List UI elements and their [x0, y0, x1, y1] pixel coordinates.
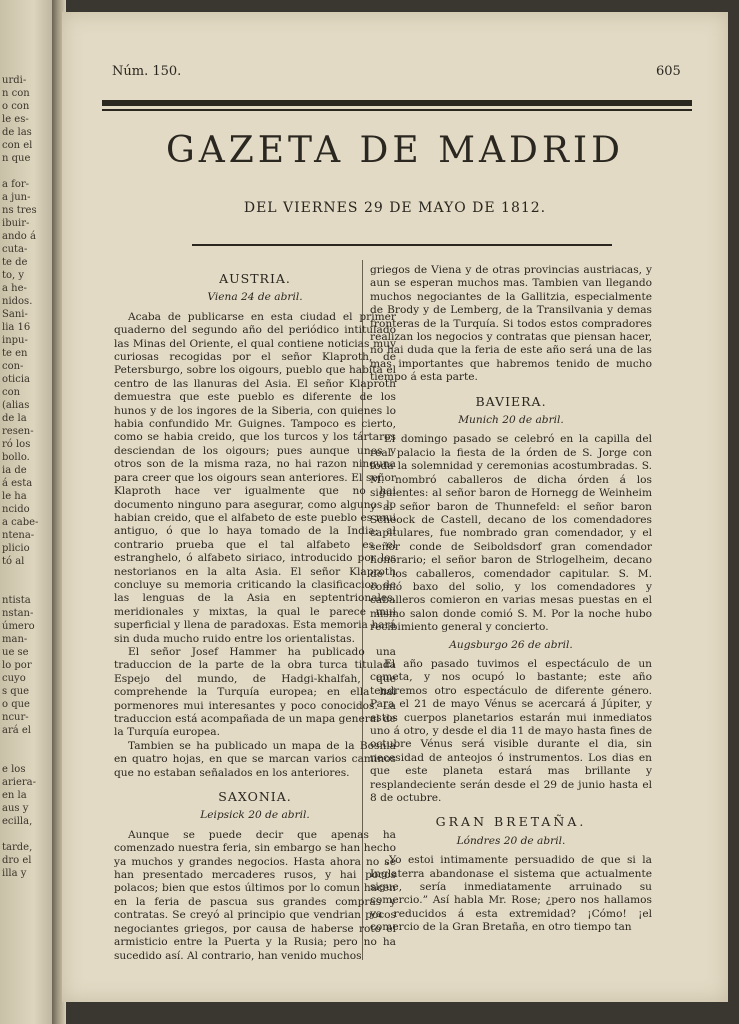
left-page-fragment: resen-: [2, 426, 34, 437]
left-page-fragment: lia 16: [2, 322, 31, 333]
right-column: [370, 264, 652, 935]
left-page-text: [0, 0, 56, 880]
left-page-fragment: nidos.: [2, 296, 33, 307]
left-page-fragment: a for-: [2, 179, 30, 190]
left-page-fragment: de la: [2, 413, 27, 424]
left-page-fragment: ia de: [2, 465, 27, 476]
section-heading-gran-bretana: GRAN BRETAÑA.: [435, 814, 587, 830]
left-page-fragment: de las: [2, 127, 32, 138]
dateline-leipsick: Leipsick 20 de abril.: [200, 809, 310, 822]
left-page-fragment: ecilla,: [2, 816, 33, 827]
left-page-fragment: ns tres: [2, 205, 37, 216]
header-rule-thin: [102, 109, 692, 111]
left-page-fragment: e los: [2, 764, 26, 775]
left-page-fragment: lo por: [2, 660, 32, 671]
left-page-fragment: n que: [2, 153, 31, 164]
left-page-fragment: dro el: [2, 855, 32, 866]
left-page-fragment: ró los: [2, 439, 31, 450]
article-paragraph: El año pasado tuvimos el espectáculo de un cometa, y nos ocupó lo bastante; este año tendremos otro espectáculo de diferente género. Para el 21 de mayo Vénus se acercará á Júpiter, y estos cuerpos planetarios estarán mui inmediatos uno á otro, y desde el dia 11 de mayo hasta fines de octubre Vénus será visible durante el dia, sin necesidad de anteojos ó instrumentos. Los dias en que este planeta estará mas brillante y resplandeciente serán desde el 29 de junio hasta el 8 de octubre.: [370, 657, 652, 805]
left-page-fragment: n con: [2, 88, 30, 99]
left-page-fragment: ntena-: [2, 530, 35, 541]
section-heading-baviera: BAVIERA.: [475, 393, 547, 409]
left-page-fragment: le es-: [2, 114, 29, 125]
left-page-fragment: (alias: [2, 400, 30, 411]
article-paragraph: Acaba de publicarse en esta ciudad el primer quaderno del segundo año del periódico intitulado las Minas del Oriente, el qual contiene noticias muy curiosas recogidas por el señor Klaproth, de Petersburgo, sobre los oigours, pueblo que habita el centro de las llanuras del Asia. El señor Klaproth demuestra que este pueblo es diferente de los hunos y de los ingores de la Siberia, con quienes lo habia confundido Mr. Guignes. Tampoco es cierto, como se habia creido, que los turcos y los tártaros desciendan de los oigours; pues aunque unos y otros son de la misma raza, no hai razon ninguna para creer que los oigours sean anteriores. El señor Klaproth hace ver igualmente que no hai documento ninguno para asegurar, como algunos lo habian creido, que el alfabeto de este pueblo es mui antiguo, ó que lo haya tomado de la India; al contrario prueba que el tal alfabeto es el estranghelo, ó alfabeto siriaco, introducido por los nestorianos en la alta Asia. El señor Klaproth concluye su memoria criticando la clasificacion de las lenguas de la Asia en septentrionales, meridionales y mixtas, la qual le parece mui superficial y llena de paradoxas. Esta memoria hará sin duda mucho ruido entre los orientalistas.: [114, 310, 396, 645]
left-page-fragment: plicio: [2, 543, 30, 554]
issue-number: Núm. 150.: [112, 64, 182, 79]
left-page-fragment: [0, 750, 56, 763]
left-page-fragment: urdi-: [2, 75, 27, 86]
left-column: [114, 262, 396, 963]
left-page-fragment: con-: [2, 361, 24, 372]
left-page-fragment: cuta-: [2, 244, 28, 255]
left-page-fragment: con: [2, 387, 21, 398]
article-paragraph: El domingo pasado se celebró en la capilla del real palacio la fiesta de la órden de S. Jorge con toda la solemnidad y ceremonias acostumbradas. S. M. nombró caballeros de dicha órden á los siguientes: al señor baron de Hornegg de Weinheim y al señor baron de Thunnefeld: el señor baron Scheock de Castell, decano de los comendadores capitulares, fue nombrado gran comendador, y el señor conde de Seiboldsdorf gran comendador honorario; el señor baron de Strlogelheim, decano de los caballeros, comendador capitular. S. M. comió baxo del solio, y los comendadores y caballeros comieron en varias mesas puestas en el mismo salon donde comió S. M. Por la noche hubo recibimiento general y concierto.: [370, 433, 652, 634]
left-page-fragment: inpu-: [2, 335, 28, 346]
left-page-fragment: ncido: [2, 504, 30, 515]
article-paragraph: El señor Josef Hammer ha publicado una traduccion de la parte de la obra turca titulada Espejo del mundo, de Hadgi-khalfah, que comprehende la Turquía europea; en ella hai pormenores mui interesantes y poco conocidos. La traduccion está acompañada de un mapa general de la Turquía europea.: [114, 645, 396, 739]
left-page-fragment: tó al: [2, 556, 25, 567]
dateline-londres: Lóndres 20 de abril.: [456, 834, 566, 847]
date-rule: [192, 244, 612, 246]
left-page-fragment: ará el: [2, 725, 31, 736]
left-page-fragment: tarde,: [2, 842, 33, 853]
left-page-fragment: illa y: [2, 868, 27, 879]
left-page-fragment: [0, 165, 56, 178]
left-page-fragment: ncur-: [2, 712, 29, 723]
left-page-fragment: oticia: [2, 374, 30, 385]
left-page-fragment: en la: [2, 790, 27, 801]
left-page-fragment: ariera-: [2, 777, 36, 788]
left-page-fragment: á esta: [2, 478, 33, 489]
article-paragraph: Tambien se ha publicado un mapa de la Bosnia en quatro hojas, en que se marcan varios caminos que no estaban señalados en los anteriores.: [114, 739, 396, 779]
left-page-fragment: te en: [2, 348, 28, 359]
left-page-fragment: ntista: [2, 595, 31, 606]
left-page-fragment: le ha: [2, 491, 27, 502]
left-page-fragment: [0, 828, 56, 841]
article-paragraph: griegos de Viena y de otras provincias austriacas, y aun se esperan muchos mas. Tambien van llegando muchos negociantes de la Gallitzia, especialmente de Brody y de Lemberg, de la Transilvania y demas fronteras de la Turquía. Si todos estos compradores realizan los negocios y contratas que piensan hacer, no hai duda que la feria de este año será una de las mas importantes que habremos tenido de mucho tiempo á esta parte.: [370, 264, 652, 384]
left-page-fragment: [0, 581, 56, 594]
left-page-fragment: ando á: [2, 231, 36, 242]
left-page-fragment: [0, 737, 56, 750]
article-paragraph: Aunque se puede decir que apenas ha comenzado nuestra feria, sin embargo se han hecho ya muchos y grandes negocios. Hasta ahora no se han presentado mercaderes rusos, y hai pocos polacos; bien que estos últimos por lo comun hacen en la feria de pascua sus grandes compras y contratas. Se creyó al principio que vendrian pocos negociantes griegos, por causa de haberse roto el armisticio entre la Puerta y la Rusia; pero no ha sucedido así. Al contrario, han venido muchos: [114, 828, 396, 962]
left-page-fragment: ibuir-: [2, 218, 30, 229]
left-page-fragment: o con: [2, 101, 30, 112]
left-page-fragment: cuyo: [2, 673, 26, 684]
left-page-fragment: man-: [2, 634, 28, 645]
left-page-fragment: s que: [2, 686, 30, 697]
left-page-fragment: aus y: [2, 803, 29, 814]
left-page-fragment: a jun-: [2, 192, 31, 203]
left-page-edge: [0, 0, 56, 1024]
left-page-fragment: [0, 568, 56, 581]
left-page-fragment: a he-: [2, 283, 27, 294]
left-page-fragment: o que: [2, 699, 30, 710]
left-page-fragment: bollo.: [2, 452, 30, 463]
header-rule: [102, 100, 692, 106]
left-page-fragment: ue se: [2, 647, 29, 658]
masthead-title: GAZETA DE MADRID: [165, 130, 625, 171]
dateline-augsburgo: Augsburgo 26 de abril.: [449, 638, 573, 651]
left-page-fragment: Sani-: [2, 309, 28, 320]
left-page-fragment: con el: [2, 140, 33, 151]
left-page-fragment: a cabe-: [2, 517, 39, 528]
left-page-fragment: úmero: [2, 621, 35, 632]
article-paragraph: „Yo estoi intimamente persuadido de que si la Inglaterra abandonase el sistema que actualmente sigue, sería inmediatamente arruinado su comercio.” Así habla Mr. Rose; ¿pero nos hallamos ya reducidos á esta extremidad? ¡Cómo! ¡el comercio de la Gran Bretaña, en otro tiempo tan: [370, 854, 652, 934]
section-heading-saxonia: SAXONIA.: [218, 789, 292, 805]
left-page-fragment: te de: [2, 257, 28, 268]
section-heading-austria: AUSTRIA.: [219, 271, 291, 286]
left-page-fragment: to, y: [2, 270, 25, 281]
issue-date: DEL VIERNES 29 DE MAYO DE 1812.: [243, 200, 547, 216]
newspaper-page: [62, 12, 728, 1002]
left-page-fragment: nstan-: [2, 608, 34, 619]
page-number: 605: [656, 64, 681, 79]
dateline-munich: Munich 20 de abril.: [458, 414, 564, 427]
dateline-viena: Viena 24 de abril.: [207, 291, 303, 304]
